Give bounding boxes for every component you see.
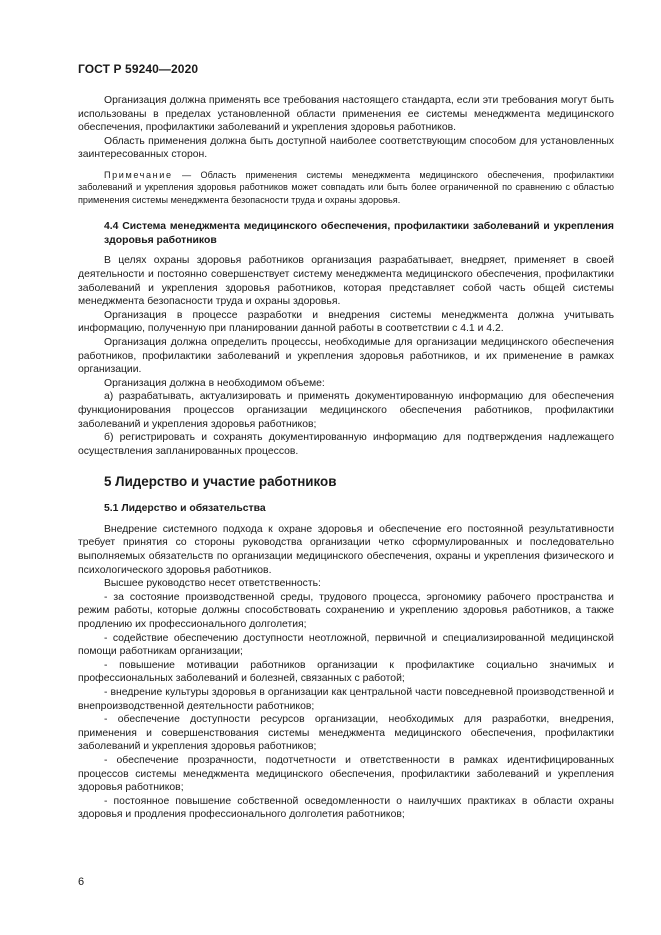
section-4-4-paragraph-2: Организация в процессе разработки и внедрения системы менеджмента должна учитывать информацию, полученную при планировании данной работы в соответствии с 4.1 и 4.2. [78, 309, 614, 335]
page-content [78, 94, 614, 822]
section-5-1-paragraph-1: Внедрение системного подхода к охране здоровья и обеспечение его постоянной результативности требует принятия со стороны руководства организации четко сформулированных и последовательно выполняемых обязательств по организации медицинского обеспечения, охраны и укрепления физического и психологического здоровья работников. [78, 523, 614, 576]
responsibility-item: - повышение мотивации работников организации к профилактике социально значимых и профессиональных заболеваний и болезней, связанных с работой; [78, 659, 614, 685]
responsibility-item: - постоянное повышение собственной осведомленности о наилучших практиках в области охраны здоровья и продления профессионального долголетия работников; [78, 795, 614, 821]
section-5-1-heading: 5.1 Лидерство и обязательства [104, 503, 266, 515]
note-text: — Область применения системы менеджмента медицинского обеспечения, профилактики заболеваний и укрепления здоровья работников может совпадать или быть более ограниченной по сравнению с областью применения системы менеджмента безопасности труда и охраны здоровья. [78, 169, 614, 205]
section-4-4-heading: 4.4 Система менеджмента медицинского обеспечения, профилактики заболеваний и укрепления здоровья работников [104, 221, 614, 246]
intro-paragraph-2: Область применения должна быть доступной наиболее соответствующим способом для установленных заинтересованных сторон. [78, 135, 614, 161]
responsibility-item: - обеспечение прозрачности, подотчетности и ответственности в рамках идентифицированных процессов системы менеджмента медицинского обеспечения, профилактики заболеваний и укрепления здоровья работников; [78, 754, 614, 794]
intro-paragraph-1: Организация должна применять все требования настоящего стандарта, если эти требования могут быть использованы в пределах установленной области применения ее системы менеджмента медицинского обеспечения, профилактики заболеваний и укрепления здоровья работников. [78, 95, 614, 134]
section-4-4-item-a: а) разрабатывать, актуализировать и применять документированную информацию для обеспечения функционирования процессов организации медицинского обеспечения работников, профилактики заболеваний и укрепления здоровья работников; [78, 391, 614, 430]
note-paragraph [78, 169, 614, 206]
section-4-4-paragraph-1: В целях охраны здоровья работников организация разрабатывает, внедряет, применяет в своей деятельности и постоянно совершенствует систему менеджмента медицинского обеспечения, профилактики заболеваний и укрепления здоровья работников, которая представляет собой часть общей системы менеджмента безопасности труда и охраны здоровья. [78, 255, 614, 308]
section-5-heading: 5 Лидерство и участие работников [104, 474, 337, 490]
page-number: 6 [78, 876, 85, 888]
standard-header: ГОСТ Р 59240—2020 [78, 62, 199, 76]
responsibility-item: - за состояние производственной среды, трудового процесса, эргономику рабочего пространства и режим работы, которые должны способствовать сохранению и укреплению здоровья работников, а также продлению их профессионального долголетия; [78, 591, 614, 631]
responsibility-item: - обеспечение доступности ресурсов организации, необходимых для разработки, внедрения, применения и совершенствования системы менеджмента медицинского обеспечения, профилактики заболеваний и укрепления здоровья работников; [78, 714, 614, 753]
responsibility-item: - содействие обеспечению доступности неотложной, первичной и специализированной медицинской помощи работникам организации; [78, 632, 614, 658]
section-4-4-paragraph-3: Организация должна определить процессы, необходимые для организации медицинского обеспечения работников, профилактики заболеваний и укрепления здоровья работников, и их применение в рамках организации. [78, 336, 614, 376]
section-4-4-item-b: б) регистрировать и сохранять документированную информацию для подтверждения надлежащего осуществления запланированных процессов. [78, 432, 614, 457]
section-5-1-paragraph-2: Высшее руководство несет ответственность: [104, 578, 321, 590]
responsibility-item: - внедрение культуры здоровья в организации как центральной части повседневной производственной и внепроизводственной деятельности работников; [78, 687, 614, 712]
section-4-4-paragraph-4: Организация должна в необходимом объеме: [104, 377, 325, 389]
note-label: Примечание [104, 169, 173, 180]
